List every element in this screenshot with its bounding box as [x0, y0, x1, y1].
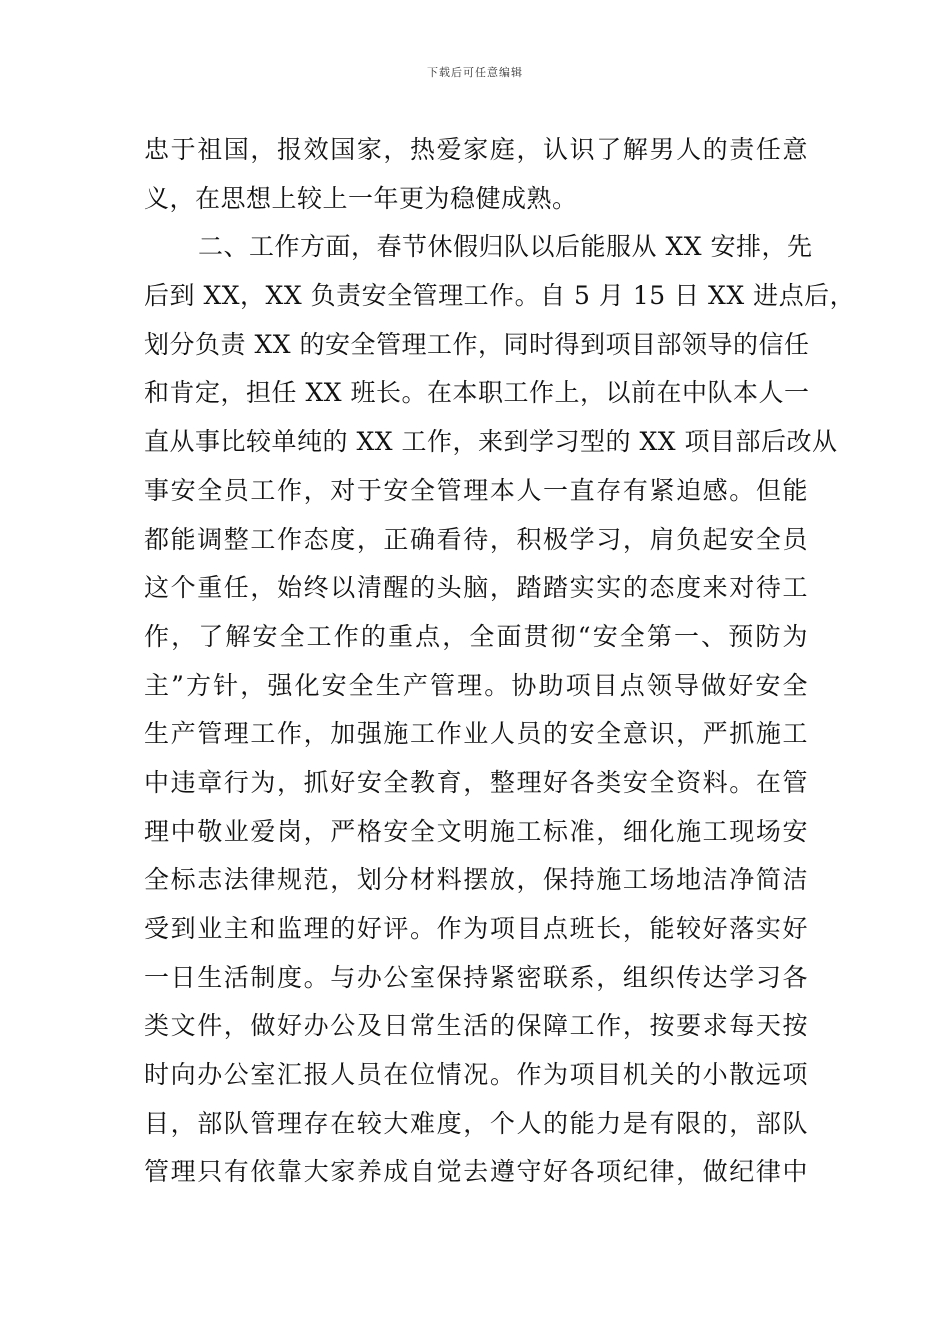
text-line: 管理只有依靠大家养成自觉去遵守好各项纪律，做纪律中: [144, 1157, 808, 1187]
text-line: 后到 XX，XX 负责安全管理工作。自 5 月 15 日 XX 进点后，: [144, 281, 856, 311]
text-line: 理中敬业爱岗，严格安全文明施工标准，细化施工现场安: [144, 816, 808, 846]
text-line: 类文件，做好办公及日常生活的保障工作，按要求每天按: [144, 1011, 808, 1041]
text-line: 一日生活制度。与办公室保持紧密联系，组织传达学习各: [144, 962, 808, 992]
page-header: 下载后可任意编辑: [427, 66, 523, 79]
text-line: 事安全员工作，对于安全管理本人一直存有紧迫感。但能: [144, 475, 808, 505]
text-line: 都能调整工作态度，正确看待，积极学习，肩负起安全员: [144, 524, 808, 554]
text-line: 直从事比较单纯的 XX 工作，来到学习型的 XX 项目部后改从: [144, 427, 838, 457]
text-line: 主”方针，强化安全生产管理。协助项目点领导做好安全: [144, 670, 808, 700]
text-line: 忠于祖国，报效国家，热爱家庭，认识了解男人的责任意: [144, 135, 808, 164]
text-line: 目，部队管理存在较大难度，个人的能力是有限的，部队: [144, 1108, 808, 1138]
text-line: 义，在思想上较上一年更为稳健成熟。: [144, 183, 578, 213]
text-line: 生产管理工作，加强施工作业人员的安全意识，严抓施工: [144, 719, 808, 749]
paragraph-first-line: 二、工作方面，春节休假归队以后能服从 XX 安排，先: [198, 232, 813, 262]
text-line: 受到业主和监理的好评。作为项目点班长，能较好落实好: [144, 914, 808, 943]
text-line: 中违章行为，抓好安全教育，整理好各类安全资料。在管: [144, 767, 808, 797]
text-line: 时向办公室汇报人员在位情况。作为项目机关的小散远项: [144, 1060, 808, 1090]
text-line: 全标志法律规范，划分材料摆放，保持施工场地洁净简洁: [144, 865, 808, 895]
text-line: 这个重任，始终以清醒的头脑，踏踏实实的态度来对待工: [144, 573, 808, 603]
text-line: 和肯定，担任 XX 班长。在本职工作上，以前在中队本人一: [144, 378, 810, 408]
document-body: [144, 126, 856, 1197]
text-line: 划分负责 XX 的安全管理工作，同时得到项目部领导的信任: [144, 329, 810, 359]
text-line: 作，了解安全工作的重点，全面贯彻“安全第一、预防为: [144, 621, 808, 651]
